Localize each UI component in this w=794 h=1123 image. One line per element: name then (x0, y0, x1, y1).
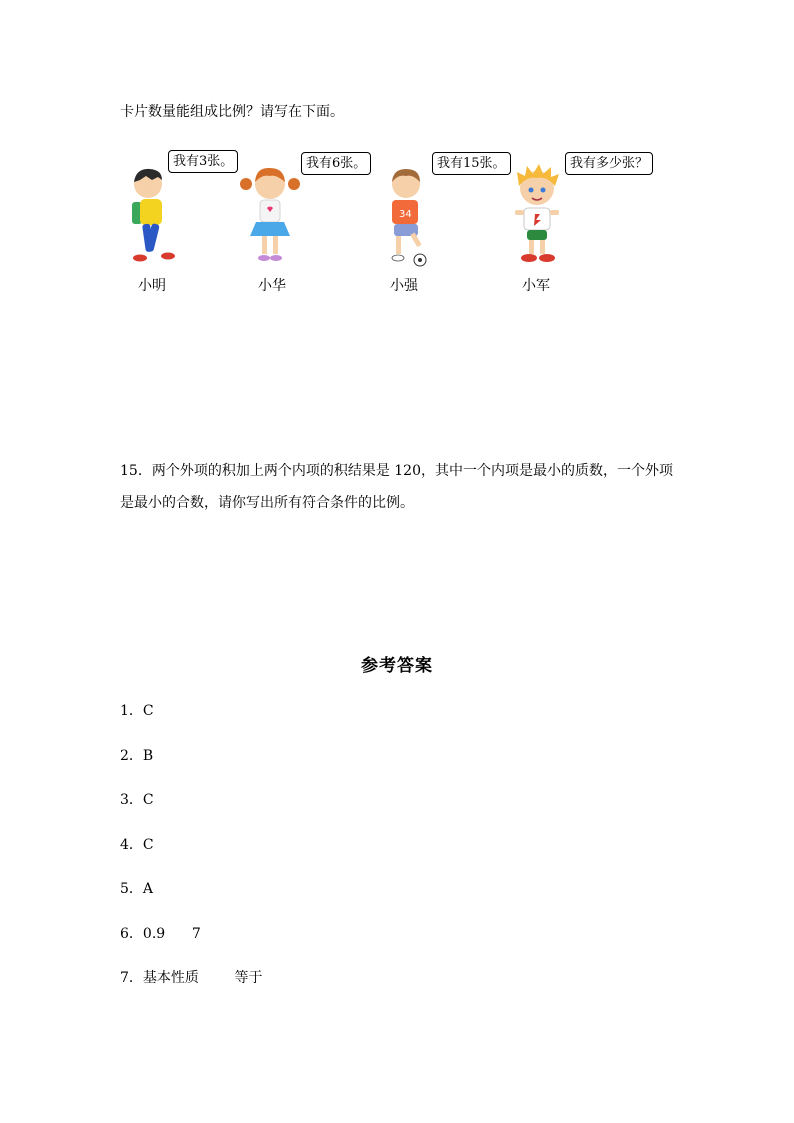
kid-name-xiaoqiang: 小强 (390, 278, 418, 294)
kid-name-xiaojun: 小军 (522, 278, 550, 294)
xiaoqiang-illustration (380, 164, 450, 268)
answer-item: 1．C (120, 703, 154, 719)
intro-text: 卡片数量能组成比例？请写在下面。 (120, 104, 344, 120)
question-15-line-2: 是最小的合数，请你写出所有符合条件的比例。 (120, 495, 414, 511)
speech-bubble-xiaohua: 我有6张。 (301, 152, 371, 175)
speech-bubble-xiaoqiang: 我有15张。 (432, 152, 511, 175)
question-15-line-1: 15．两个外项的积加上两个内项的积结果是 120，其中一个内项是最小的质数，一个外项 (120, 463, 673, 479)
answer-item: 6．0.9 7 (120, 926, 201, 942)
xiaohua-illustration (238, 164, 308, 268)
kid-name-xiaoming: 小明 (138, 278, 166, 294)
kid-name-xiaohua: 小华 (258, 278, 286, 294)
jersey-number: 34 (399, 209, 412, 220)
xiaojun-illustration (505, 164, 575, 268)
speech-bubble-xiaoming: 我有3张。 (168, 150, 238, 173)
answer-item: 2．B (120, 748, 154, 764)
xiaoming-illustration (118, 164, 188, 268)
speech-bubble-xiaojun: 我有多少张？ (565, 152, 653, 175)
answer-item: 5．A (120, 881, 154, 897)
answer-item: 4．C (120, 837, 154, 853)
answers-title: 参考答案 (361, 656, 433, 676)
answer-item: 7．基本性质 等于 (120, 970, 263, 986)
answer-item: 3．C (120, 792, 154, 808)
